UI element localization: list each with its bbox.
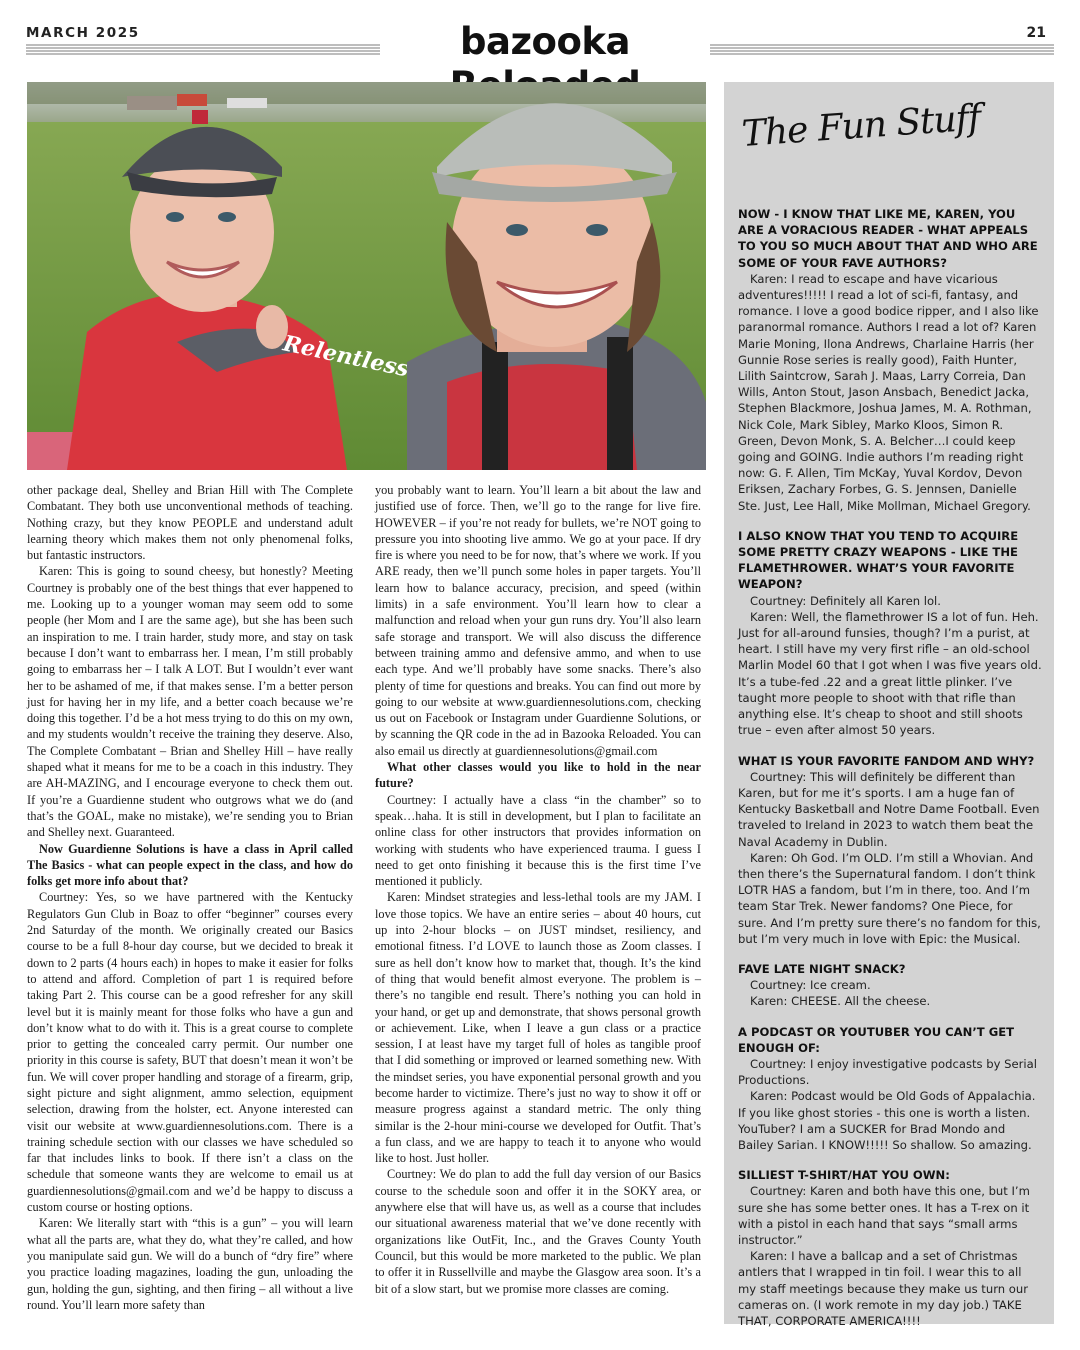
sidebar-answer: Karen: CHEESE. All the cheese. [750, 994, 931, 1009]
article-column-1 [27, 482, 353, 1313]
sidebar-qa [738, 961, 1042, 1010]
fun-stuff-sidebar [724, 82, 1054, 1328]
sidebar-qa [738, 753, 1042, 947]
sidebar-question: WHAT IS YOUR FAVORITE FANDOM AND WHY? [738, 753, 1035, 768]
paragraph: Karen: We literally start with “this is a gun” – you will learn what all the parts are, what they do, what they’re called, and how you manipulate said gun. We will do a bunch of “dry fire” where you practice loading magazines, loading the gun, unloading the gun, holding the gun, sighting, and then firing – all without a live round. You’ll learn more safety than [27, 1216, 353, 1312]
page-number: 21 [1026, 25, 1046, 41]
sidebar-answer: Courtney: Karen and both have this one, but I’m sure she has some better ones. It has a T-rex on it with a pistol in each hand that says “small arms instructor.” [738, 1184, 1030, 1247]
paragraph: Courtney: Yes, so we have partnered with the Kentucky Regulators Gun Club in Boaz to offer “beginner” courses every 2nd Saturday of the month. We originally created our Basics course to be a full 8-hour day course, but we decided to break it down to 2 parts (4 hours each) in hopes to make it easier for folks to attend and afford. Completion of part 1 is required before taking Part 2. This course can be a good refresher for any skill level but it is mainly meant for those folks who have a gun and don’t know what to do with it. This is a great course to complete prior to getting the concealed carry permit. Our number one priority in this course is safety, BUT that doesn’t mean it won’t be fun. We will cover proper handling and storage of a firearm, grip, sight picture and sight alignment, ammo selection, equipment selection, drawing from the holster, ect. Anyone interested can visit our website at www.guardiennesolutions.com. There is a training schedule section with our classes we have scheduled so far that includes links to book. If there isn’t a class on the schedule that someone wants they are welcome to email us at guardiennesolutions@gmail.com and we’d be happy to discuss a custom course or hosting options. [27, 890, 353, 1215]
paragraph: Courtney: We do plan to add the full day version of our Basics course to the schedule soon and offer it in the SOKY area, or anywhere else that will have us, as well as a course that includes our situational awareness material that we’ve done recently with organizations like OutFit, Inc., and the Graves County Youth Council, but this would be more marketed to the public. We plan to offer it in Russellville and maybe the Glasgow area soon. It’s a bit of a slow start, but we promise more classes are coming. [375, 1167, 701, 1296]
article-column-2 [375, 482, 701, 1297]
sidebar-question: SILLIEST T-SHIRT/HAT YOU OWN: [738, 1168, 950, 1183]
issue-date: MARCH 2025 [26, 25, 140, 41]
sidebar-answer: Karen: I read to escape and have vicarious adventures!!!!! I read a lot of sci-fi, fantasy, and romance. I love a good bodice ripper, and I also like paranormal romance. Authors I read a lot of? Karen Marie Moning, Ilona Andrews, Charlaine Harris (her Gunnie Rose series is really good), Faith Hunter, Lilith Saintcrow, Sarah J. Maas, Larry Correia, Dan Wills, Anton Stout, Jason Ansbach, Benedict Jacka, Stephen Blackmore, Joshua James, M. A. Rothman, Nick Cole, Mark Sibley, Marko Kloos, Simon R. Green, Devon Monk, S. A. Belcher…I could keep going and GOING. Indie authors I’m reading right now: G. F. Allen, Tim McKay, Yuval Kordov, Devon Eriksen, Zachary Forbes, G. S. Jennsen, Danielle Ste. Just, Lee Hall, Mike Mollman, Michael Gregory. [738, 271, 1039, 513]
sidebar-question: A PODCAST OR YOUTUBER YOU CAN’T GET ENOUGH OF: [738, 1024, 1015, 1055]
interview-question: What other classes would you like to hold in the near future? [375, 760, 701, 791]
selfie-photo [27, 82, 706, 470]
sidebar-answer: Karen: Podcast would be Old Gods of Appalachia. If you like ghost stories - this one is worth a listen. YouTuber? I am a SUCKER for Brad Mondo and Bailey Sarian. I KNOW!!!!! So shallow. So amazing. [738, 1089, 1036, 1152]
shirt-text: Relentless [280, 330, 412, 383]
sidebar-qa [738, 1024, 1042, 1154]
paragraph: you probably want to learn. You’ll learn a bit about the law and justified use of force. Then, we’ll go to the range for live fire. HOWEVER – if you’re not ready for bullets, we’re NOT going to pressure you into shooting live ammo. We go at your pace. If dry fire is where you need to be for now, that’s where we work. If you ARE ready, then we’ll punch some holes in paper targets. You’ll learn how to balance accuracy, precision, and speed (within limits) in a safe environment. You’ll learn how to clear a malfunction and reload when your gun runs dry. You’ll also learn safe storage and transport. We will also discuss the difference between training ammo and defensive ammo, and when to use each type. And we’ll probably have some snacks. There’s also plenty of time for questions and breaks. You can find out more by going to our website at www.guardiennesolutions.com, checking us out on Facebook or Instagram under Guardienne Solutions, or by scanning the QR code in the ad in Bazooka Reloaded. You can also email us directly at guardiennesolutions@gmail.com [375, 483, 701, 758]
sidebar-qa [738, 528, 1042, 739]
sidebar-title-text: The Fun Stuff [740, 97, 982, 155]
sidebar-answer: Karen: Oh God. I’m OLD. I’m still a Whovian. And then there’s the Supernatural fandom. I don’t think LOTR HAS a fandom, but I’m in there, too. And I’m team Star Trek. Newer fandoms? One Piece, for sure. And I’m pretty sure there’s no fandom for this, but I’m very much in love with Epic: the Musical. [738, 850, 1041, 946]
sidebar-qa [738, 206, 1042, 514]
sidebar-answer: Courtney: Definitely all Karen lol. [750, 593, 941, 608]
sidebar-answer: Karen: Well, the flamethrower IS a lot of fun. Heh. Just for all-around funsies, though? I’m a purist, at heart. I still have my very first rifle – an old-school Marlin Model 60 that I got when I was five years old. It’s a tube-fed .22 and a great little plinker. I’ve taught more people to shoot with that rifle than anything else. It’s cheap to shoot and still shoots true – even after almost 50 years. [738, 609, 1042, 738]
sidebar-answer: Courtney: Ice cream. [750, 978, 871, 993]
paragraph: Karen: Mindset strategies and less-lethal tools are my JAM. I love those topics. We have an entire series – about 40 hours, cut up into 2-hour blocks – on JUST mindset, resiliency, and emotional fitness. I’d LOVE to launch those as Zoom classes. I sure as hell don’t know how to market that, though. It’s the kind of thing that would benefit almost everyone. The problem is – there’s no tangible end result. There’s nothing you can hold in your hand, or get up and demonstrate, that shows personal growth or achievement. Like, when I leave a gun class or a practice session, I at least have my target full of holes as tangible proof that I did something or improved or learned something new. With the mindset series, you have exponential personal growth and you become harder to victimize. There’s just no way to show it off or measure progress against a standard metric. The only thing similar is the 2-hour mini-course we developed for Outfit. That’s a fun class, and we are happy to teach it to anyone who would like to host. Just holler. [375, 890, 701, 1166]
sidebar-question: FAVE LATE NIGHT SNACK? [738, 961, 906, 976]
paragraph: other package deal, Shelley and Brian Hill with The Complete Combatant. They both use unconventional methods of teaching. Nothing crazy, but they know PEOPLE and understand adult learning theory which makes them not only phenomenal folks, but fantastic instructors. [27, 483, 353, 563]
magazine-title: bazooka [380, 20, 710, 64]
left-face [130, 152, 274, 312]
sidebar-answer: Courtney: I enjoy investigative podcasts by Serial Productions. [738, 1056, 1037, 1088]
sidebar-question: NOW - I KNOW THAT LIKE ME, KAREN, YOU ARE A VORACIOUS READER - WHAT APPEALS TO YOU SO MUCH ABOUT THAT AND WHO ARE SOME OF YOUR FAVE AUTHORS? [738, 207, 1038, 270]
sidebar-qa [738, 1167, 1042, 1329]
sidebar-title [738, 97, 1042, 192]
sidebar-answer: Courtney: This will definitely be different than Karen, but for me it’s sports. I am a huge fan of Kentucky Basketball and Notre Dame Football. Even traveled to Ireland in 2023 to watch them beat the Naval Academy in Dublin. [738, 769, 1040, 849]
paragraph: Courtney: I actually have a class “in the chamber” so to speak…haha. It is still in development, but I plan to facilitate an online class for other instructors that provides information on working with students who have experienced trauma. I guess I need to get onto finishing it because this is the first time I’ve mentioned it publicly. [375, 792, 701, 889]
paragraph: Karen: This is going to sound cheesy, but honestly? Meeting Courtney is probably one of the best things that ever happened to me. Looking up to a younger woman may seem odd to some people (her Mom and I are the same age), but she has been such an inspiration to me. I train harder, study more, and stay on task because I don’t want to embarrass her. I mean, I’m still probably going to embarrass her – I talk A LOT. But I wouldn’t ever want her to be ashamed of me, if that makes sense. I’m a better person just for having her in my life, and a better coach because we’re doing this together. I’d be a hot mess trying to do this on my own, and my students wouldn’t receive the training they deserve. Also, The Complete Combatant – Brian and Shelley Hill – have really shaped what it means for me to be a coach in this industry. They are AH-MAZING, and I encourage everyone to check them out. If you’re a Guardienne student who outgrows what we do (and that’s the GOAL, make no mistake), we’re sending you to Brian and Shelley next. Guaranteed. [27, 564, 353, 840]
sidebar-question: I ALSO KNOW THAT YOU TEND TO ACQUIRE SOME PRETTY CRAZY WEAPONS - LIKE THE FLAMETHROWER. WHAT’S YOUR FAVORITE WEAPON? [738, 528, 1019, 592]
sidebar-answer: Karen: I have a ballcap and a set of Christmas antlers that I wrapped in tin foil. I wear this to all my staff meetings because they make us turn our cameras on. (I work remote in my day job.) TAKE THAT, CORPORATE AMERICA!!!! [738, 1249, 1029, 1328]
interview-question: Now Guardienne Solutions is have a class in April called The Basics - what can people expect in the class, and how do folks get more info about that? [27, 841, 353, 889]
